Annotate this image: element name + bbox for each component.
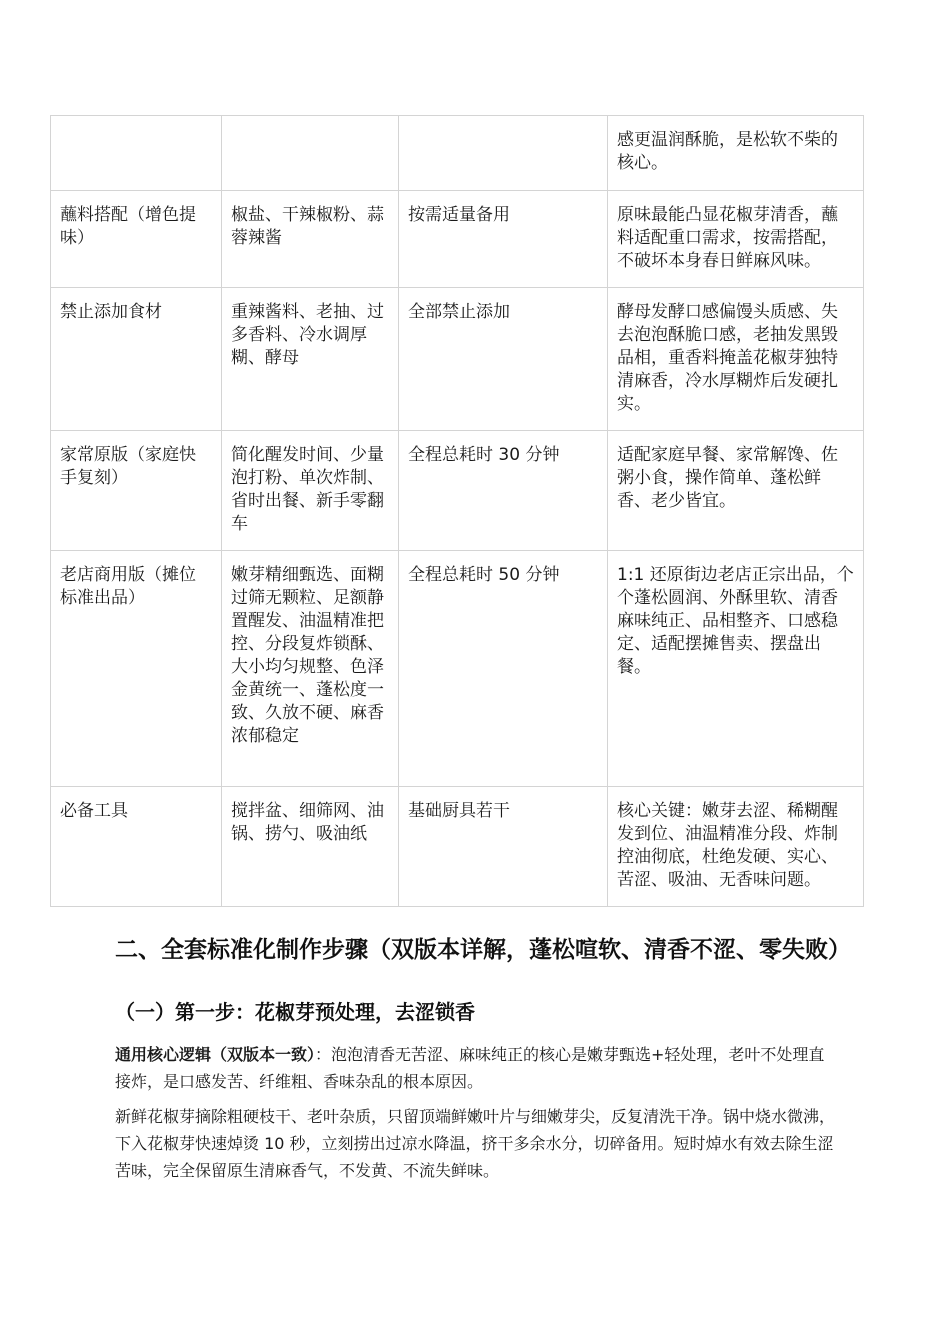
table-cell: 全程总耗时 30 分钟 <box>399 431 608 551</box>
table-cell: 蘸料搭配（增色提味） <box>51 191 222 288</box>
table-row <box>51 288 864 431</box>
table-cell: 禁止添加食材 <box>51 288 222 431</box>
table-cell: 老店商用版（摊位标准出品） <box>51 551 222 787</box>
table-cell: 全程总耗时 50 分钟 <box>399 551 608 787</box>
body-paragraph: 新鲜花椒芽摘除粗硬枝干、老叶杂质，只留顶端鲜嫩叶片与细嫩芽尖，反复清洗干净。锅中烧水微沸，下入花椒芽快速焯烫 10 秒，立刻捞出过凉水降温，挤干多余水分，切碎备用。短时焯水有效去除生涩苦味，完全保留原生清麻香气，不发黄、不流失鲜味。 <box>115 1107 836 1180</box>
table-row <box>51 787 864 907</box>
table-cell: 简化醒发时间、少量泡打粉、单次炸制、省时出餐、新手零翻车 <box>222 431 399 551</box>
table-cell <box>222 116 399 191</box>
table-row <box>51 116 864 191</box>
table-cell: 全部禁止添加 <box>399 288 608 431</box>
table-cell: 嫩芽精细甄选、面糊过筛无颗粒、足额静置醒发、油温精准把控、分段复炸锁酥、大小均匀规整、色泽金黄统一、蓬松度一致、久放不硬、麻香浓郁稳定 <box>222 551 399 787</box>
table-cell: 酵母发酵口感偏馒头质感、失去泡泡酥脆口感，老抽发黑毁品相，重香料掩盖花椒芽独特清麻香，冷水厚糊炸后发硬扎实。 <box>608 288 864 431</box>
table-cell: 重辣酱料、老抽、过多香料、冷水调厚糊、酵母 <box>222 288 399 431</box>
table-cell: 按需适量备用 <box>399 191 608 288</box>
step-heading: （一）第一步：花椒芽预处理，去涩锁香 <box>115 1000 475 1024</box>
table-cell: 家常原版（家庭快手复刻） <box>51 431 222 551</box>
section-heading: 二、全套标准化制作步骤（双版本详解，蓬松喧软、清香不涩、零失败） <box>115 937 851 963</box>
core-logic-paragraph <box>115 1041 840 1095</box>
table-cell: 适配家庭早餐、家常解馋、佐粥小食，操作简单、蓬松鲜香、老少皆宜。 <box>608 431 864 551</box>
ingredients-table <box>50 115 864 907</box>
table-cell: 基础厨具若干 <box>399 787 608 907</box>
table-cell <box>399 116 608 191</box>
section-content <box>115 930 851 1184</box>
table-cell: 搅拌盆、细筛网、油锅、捞勺、吸油纸 <box>222 787 399 907</box>
core-logic-label: 通用核心逻辑（双版本一致） <box>115 1045 316 1064</box>
table-row <box>51 191 864 288</box>
table-cell: 必备工具 <box>51 787 222 907</box>
table-cell: 1:1 还原街边老店正宗出品，个个蓬松圆润、外酥里软、清香麻味纯正、品相整齐、口感稳定、适配摆摊售卖、摆盘出餐。 <box>608 551 864 787</box>
table-cell: 核心关键：嫩芽去涩、稀糊醒发到位、油温精准分段、炸制控油彻底，杜绝发硬、实心、苦涩、吸油、无香味问题。 <box>608 787 864 907</box>
table-cell: 椒盐、干辣椒粉、蒜蓉辣酱 <box>222 191 399 288</box>
table-cell: 感更温润酥脆，是松软不柴的核心。 <box>608 116 864 191</box>
core-logic-text: ：泡泡清香无苦涩、麻味纯正的核心是嫩芽甄选+轻处理，老叶不处理直接炸，是口感发苦、纤维粗、香味杂乱的根本原因。 <box>115 1045 825 1091</box>
table-row <box>51 551 864 787</box>
table-cell <box>51 116 222 191</box>
table-cell: 原味最能凸显花椒芽清香，蘸料适配重口需求，按需搭配，不破坏本身春日鲜麻风味。 <box>608 191 864 288</box>
table-row <box>51 431 864 551</box>
